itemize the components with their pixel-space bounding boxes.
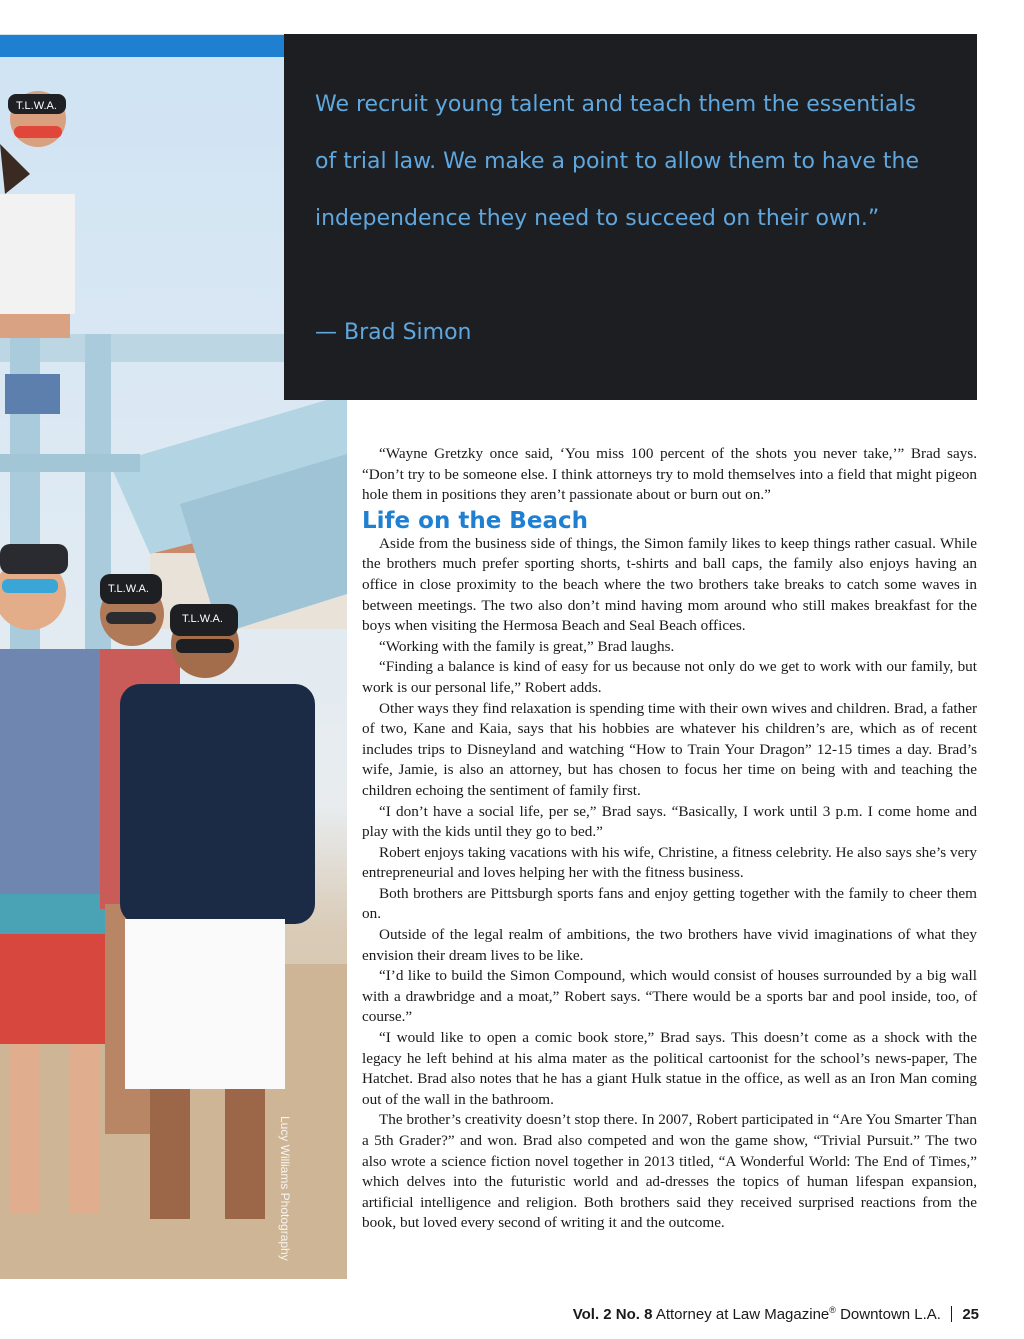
article-paragraph: “I would like to open a comic book store,” Brad says. This doesn’t come as a shock with the legacy he left behind at his alma mater as the political cartoonist for the school’s news-paper, The Hatchet. Brad also notes that he has a giant Hulk statue in the office, as well as an Iron Man coming out of the wall in the bathroom. <box>362 1029 977 1108</box>
article-paragraph: Both brothers are Pittsburgh sports fans and enjoy getting together with the family to cheer them on. <box>362 884 977 923</box>
cap-lettering: T.L.W.A. <box>16 100 57 112</box>
issue-label: Vol. 2 No. 8 <box>572 1306 653 1323</box>
magazine-name: Attorney at Law Magazine <box>655 1306 830 1323</box>
pull-quote-author: — Brad Simon <box>315 320 472 345</box>
article-paragraph: The brother’s creativity doesn’t stop there. In 2007, Robert participated in “Are You Smarter Than a 5th Grader?” and won. Brad also competed and won the game show, “Trivial Pursuit.” The two also wrote a science fiction novel together in 2013 titled, “A Wonderful World: The End of Times,” which delves into the futuristic world and ad-dresses the topics of human lifespan expansion, artificial intelligence and religion. Both brothers said they received surprised reactions from the book, but loved every second of writing it and the outcome. <box>362 1111 977 1232</box>
registered-mark: ® <box>829 1305 836 1315</box>
page-number: 25 <box>962 1306 979 1323</box>
section-heading: Life on the Beach <box>362 507 588 534</box>
article-intro: “Wayne Gretzky once said, ‘You miss 100 percent of the shots you never take,’” Brad says. “Don’t try to be someone else. I think attorneys try to mold themselves into a field that might pigeon hole them in positions they aren’t passionate about or burn out on.” <box>362 445 977 504</box>
article-body <box>362 444 977 1234</box>
article-paragraph: “I don’t have a social life, per se,” Brad says. “Basically, I work until 3 p.m. I come home and play with the kids until they go to bed.” <box>362 802 977 841</box>
article-paragraph: Aside from the business side of things, the Simon family likes to keep things rather casual. While the brothers much prefer sporting shorts, t-shirts and ball caps, the family also enjoys having an office in close proximity to the beach where the two brothers take breaks to catch some waves in between meetings. The two also don’t mind having mom around who still makes breakfast for the boys when visiting the Hermosa Beach and Seal Beach offices. <box>362 534 977 635</box>
article-paragraph: Robert enjoys taking vacations with his wife, Christine, a fitness celebrity. He also says she’s very entrepreneurial and loves helping her with the fitness business. <box>362 843 977 882</box>
article-paragraph: “Finding a balance is kind of easy for us because not only do we get to work with our family, but work is our personal life,” Robert adds. <box>362 658 977 696</box>
edition-name: Downtown L.A. <box>840 1306 941 1323</box>
article-paragraph: Outside of the legal realm of ambitions, the two brothers have vivid imaginations of what they envision their dream lives to be like. <box>362 926 977 964</box>
photo-credit: Lucy Williams Photography <box>278 1116 292 1261</box>
article-paragraph: “I’d like to build the Simon Compound, which would consist of houses surrounded by a big wall with a drawbridge and a moat,” Robert says. “There would be a sports bar and pool inside, too, of course.” <box>362 967 977 1026</box>
article-paragraph: “Working with the family is great,” Brad laughs. <box>379 637 675 655</box>
cap-lettering: T.L.W.A. <box>108 583 149 595</box>
page-footer <box>573 1305 979 1323</box>
quote-mark-icon: “ <box>311 28 333 73</box>
footer-divider <box>951 1306 952 1322</box>
article-paragraph: Other ways they find relaxation is spending time with their own wives and children. Brad, a father of two, Kane and Kaia, says that his hobbies are whatever his children’s are, which as of recent includes trips to Disneyland and watching “How to Train Your Dragon” 12-15 times a day. Brad’s wife, Jamie, is also an attorney, but has chosen to focus her time on being with and teaching the children echoing the sentiment of family first. <box>362 699 977 799</box>
pull-quote-text: We recruit young talent and teach them the essentials of trial law. We make a point to allow them to have the independence they need to succeed on their own.” <box>315 92 920 231</box>
cap-lettering: T.L.W.A. <box>182 613 223 625</box>
